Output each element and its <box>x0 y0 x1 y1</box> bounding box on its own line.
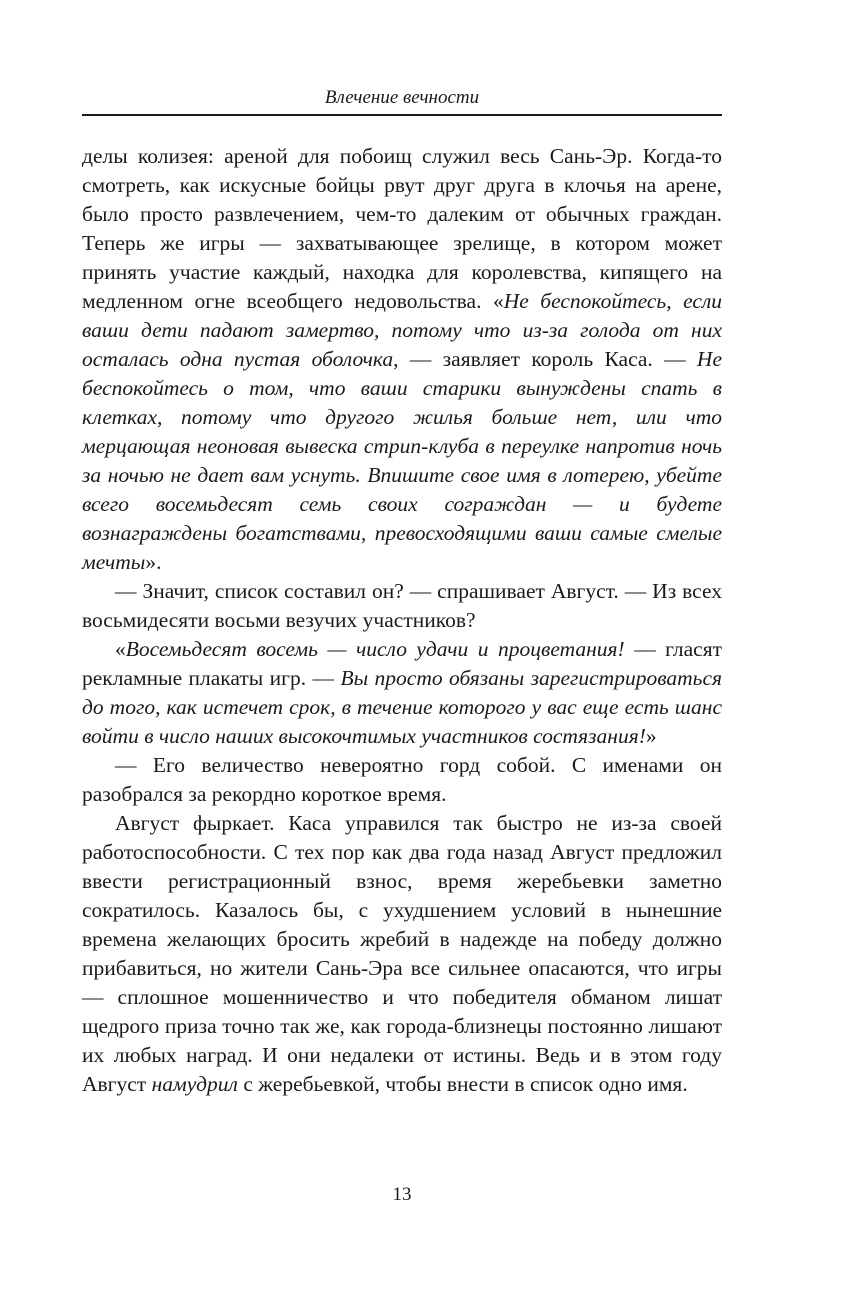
text-segment: » <box>645 724 657 748</box>
text-segment: с жеребьевкой, чтобы внести в список одно имя. <box>237 1072 688 1096</box>
text-segment: — Его величество невероятно горд собой. С именами он разобрался за рекордно короткое время. <box>82 753 722 806</box>
italic-text-segment: Вы просто обязаны зарегистрироваться до того, как истечет срок, в течение которого у вас еще есть шанс войти в число наших высокочтимых участников состязания! <box>82 666 722 748</box>
italic-text-segment: намудрил <box>151 1072 238 1096</box>
text-segment: ». <box>145 550 162 574</box>
header-rule <box>82 114 722 116</box>
text-segment: , — заявляет король Каса. — <box>393 347 697 371</box>
italic-text-segment: Восемьдесят восемь — число удачи и процветания! <box>125 637 625 661</box>
running-head: Влечение вечности <box>324 87 480 108</box>
paragraph <box>82 142 722 577</box>
text-segment: « <box>115 637 126 661</box>
paragraph <box>82 635 722 751</box>
page-number: 13 <box>392 1184 412 1205</box>
text-segment: — Значит, список составил он? — спрашивает Август. — Из всех восьмидесяти восьми везучих участников? <box>82 579 722 632</box>
text-segment: — гласят рекламные плакаты игр. — <box>82 637 723 690</box>
paragraph <box>82 751 722 809</box>
text-segment: делы колизея: ареной для побоищ служил весь Сань-Эр. Когда-то смотреть, как искусные бойцы рвут друг друга в клочья на арене, было просто развлечением, чем-то далеким от обычных граждан. Теперь же игры — захватывающее зрелище, в котором может принять участие каждый, находка для королевства, кипящего на медленном огне всеобщего недовольства. « <box>82 144 722 313</box>
paragraph <box>82 577 722 635</box>
italic-text-segment: Не беспокойтесь о том, что ваши старики вынуждены спать в клетках, потому что другого жилья больше нет, или что мерцающая неоновая вывеска стрип-клуба в переулке напротив ночь за ночью не дает вам уснуть. Впишите свое имя в лотерею, убейте всего восемьдесят семь своих сограждан — и будете вознаграждены богатствами, превосходящими ваши самые смелые мечты <box>82 347 722 574</box>
italic-text-segment: Не беспокойтесь, если ваши дети падают замертво, потому что из-за голода от них осталась одна пустая оболочка <box>82 289 722 371</box>
paragraph <box>82 809 722 1099</box>
body-text <box>82 142 722 1099</box>
text-segment: Август фыркает. Каса управился так быстро не из-за своей работоспособности. С тех пор как два года назад Август предложил ввести регистрационный взнос, время жеребьевки заметно сократилось. Казалось бы, с ухудшением условий в нынешние времена желающих бросить жребий в надежде на победу должно прибавиться, но жители Сань-Эра все сильнее опасаются, что игры — сплошное мошенничество и что победителя обманом лишат щедрого приза точно так же, как города-близнецы постоянно лишают их любых наград. И они недалеки от истины. Ведь и в этом году Август <box>82 811 722 1096</box>
